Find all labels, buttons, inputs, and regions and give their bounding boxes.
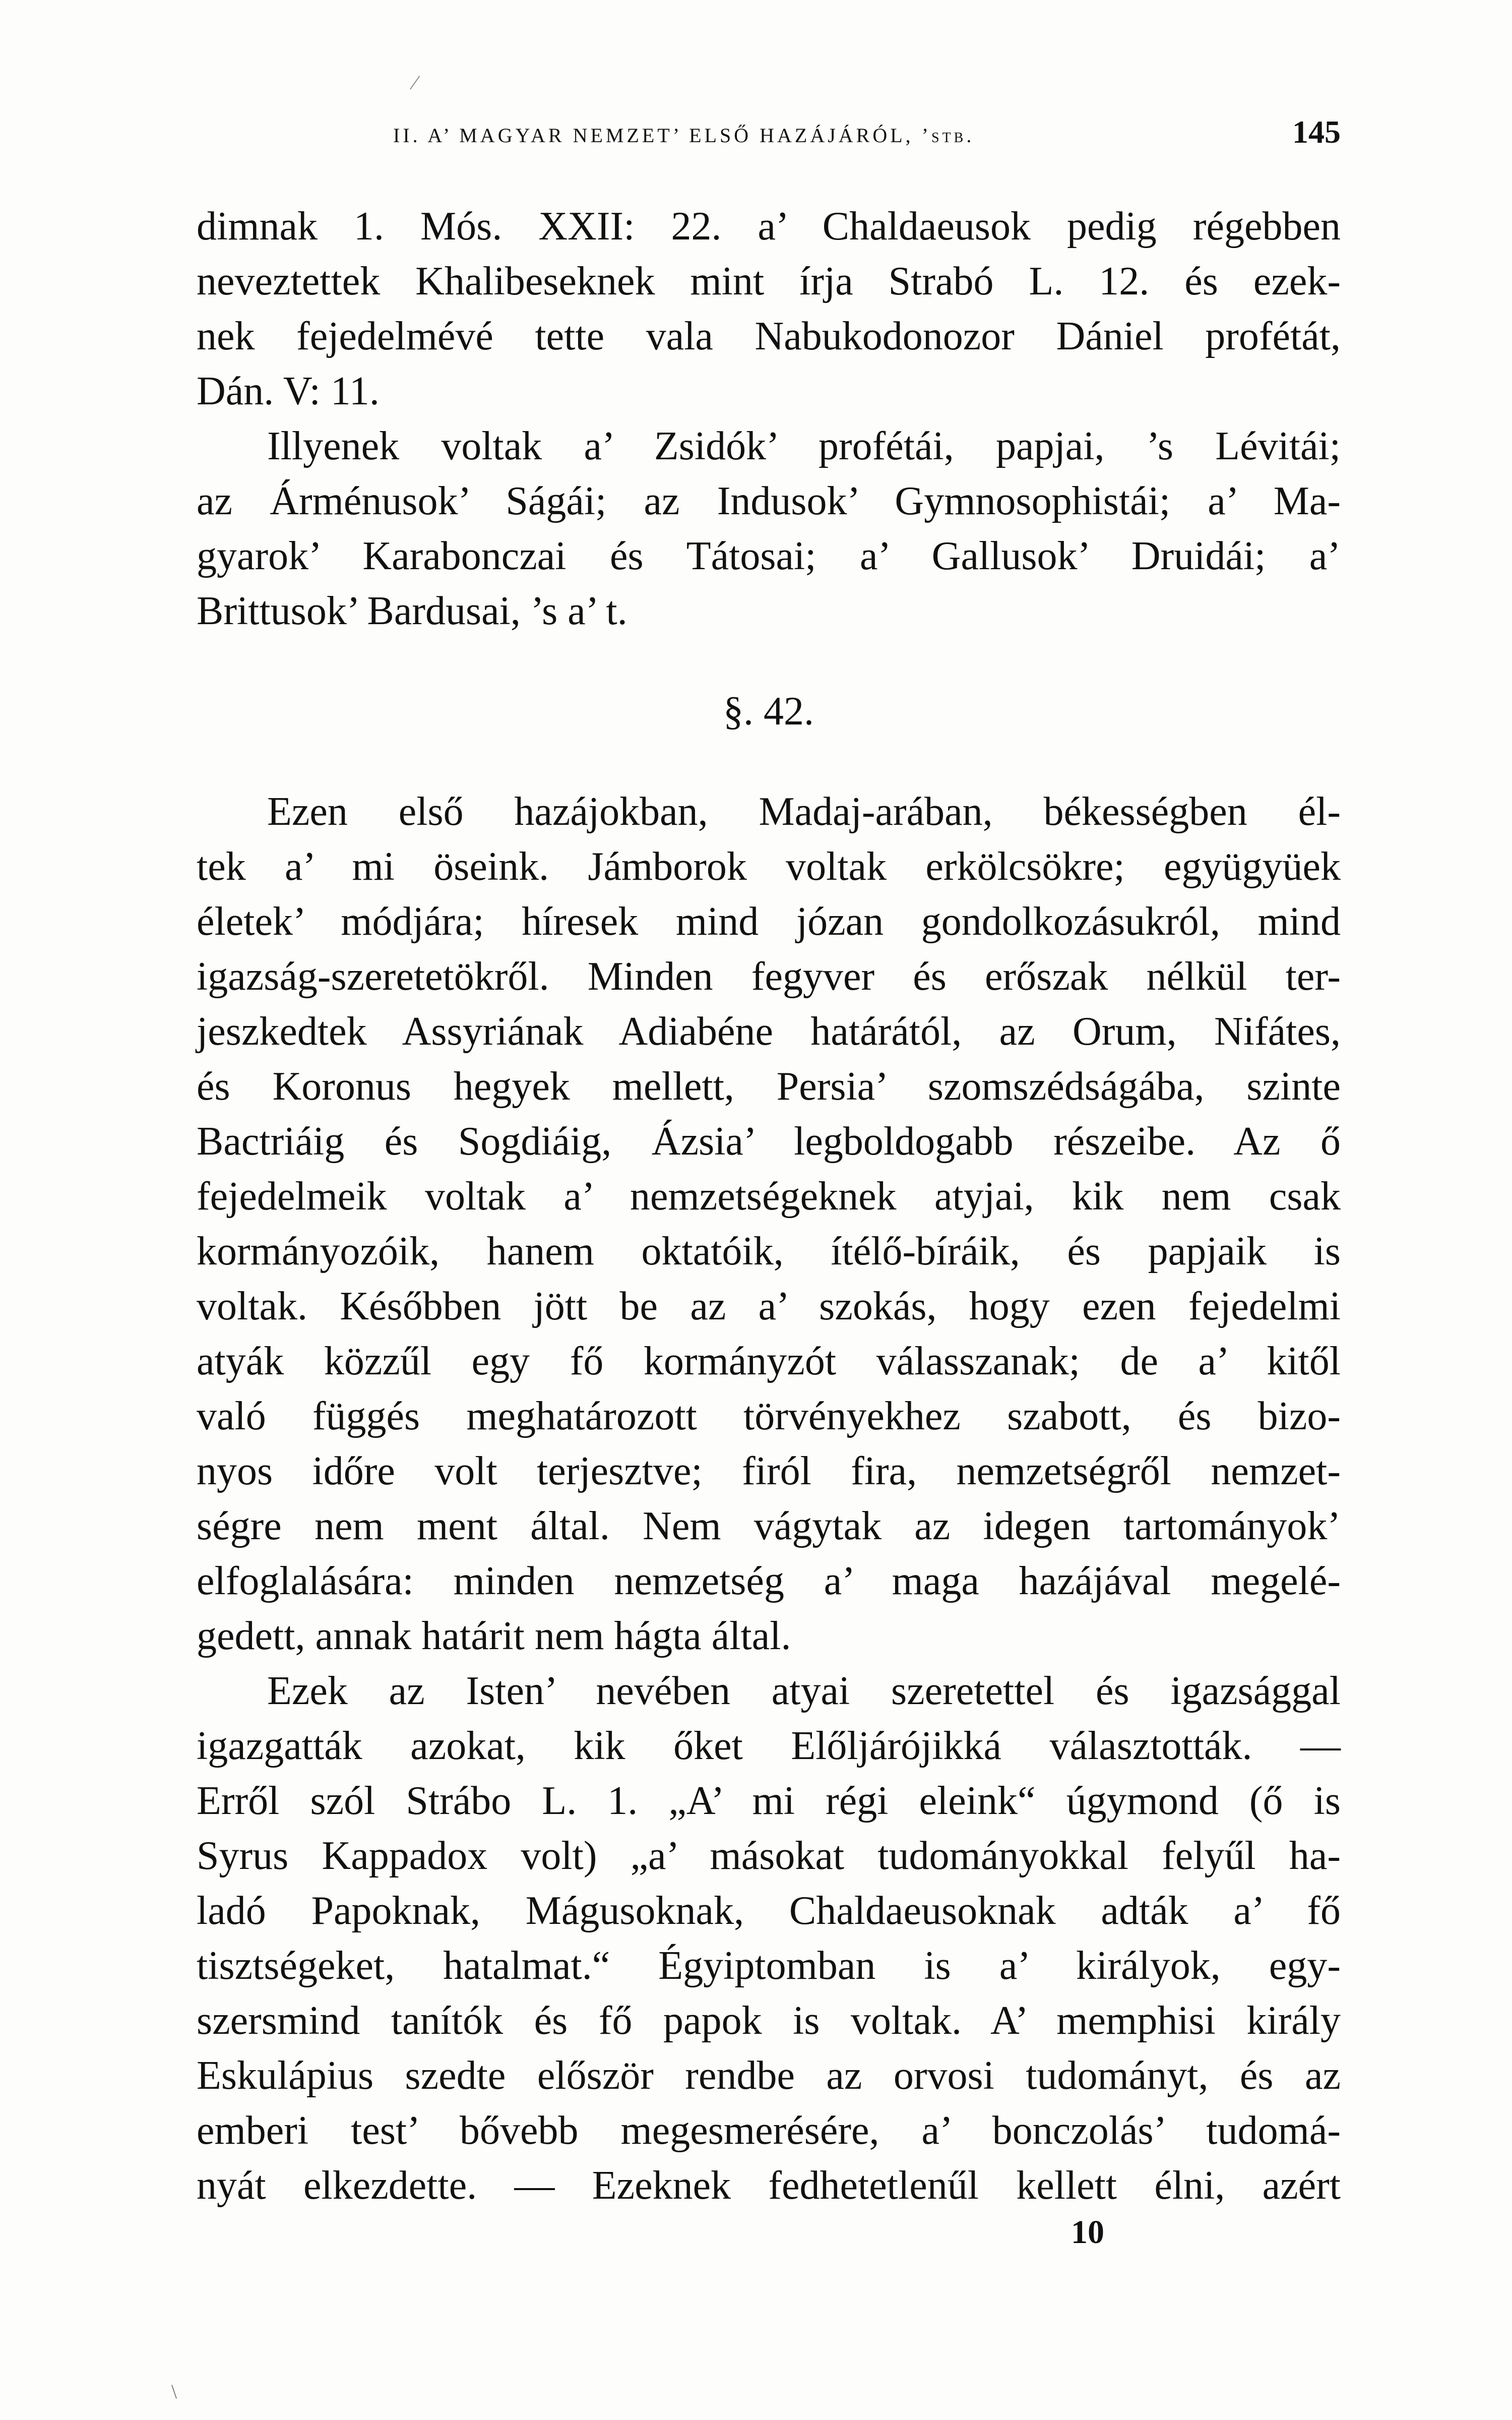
text-line: életek’ módjára; híresek mind józan gondolkozásukról, mind — [197, 899, 1341, 944]
signature-mark: 10 — [1071, 2214, 1104, 2251]
page-number: 145 — [1292, 114, 1341, 150]
text-line: való függés meghatározott törvényekhez szabott, és bizo- — [197, 1394, 1341, 1438]
body-text — [197, 199, 1341, 2213]
text-line: ladó Papoknak, Mágusoknak, Chaldaeusoknak adták a’ fő — [197, 1889, 1341, 1933]
text-line: szersmind tanítók és fő papok is voltak. A’ memphisi király — [197, 1999, 1341, 2043]
text-line: kormányozóik, hanem oktatóik, ítélő-bíráik, és papjaik is — [197, 1229, 1341, 1274]
text-line: az Árménusok’ Ságái; az Indusok’ Gymnosophistái; a’ Ma- — [197, 479, 1341, 523]
blank-line — [197, 739, 1341, 784]
text-line: elfoglalására: minden nemzetség a’ maga hazájával megelé- — [197, 1559, 1341, 1603]
text-line: tisztségeket, hatalmat.“ Égyiptomban is a’ királyok, egy- — [197, 1944, 1341, 1988]
text-line: Eskulápius szedte először rendbe az orvosi tudományt, és az — [197, 2053, 1341, 2098]
text-line: Illyenek voltak a’ Zsidók’ profétái, papjai, ’s Lévitái; — [267, 424, 1341, 468]
text-line: Ezek az Isten’ nevében atyai szeretettel és igazsággal — [267, 1669, 1341, 1713]
text-line: Bactriáig és Sogdiáig, Ázsia’ legboldogabb részeibe. Az ő — [197, 1119, 1341, 1164]
text-line: neveztettek Khalibeseknek mint írja Strabó L. 12. és ezek- — [197, 259, 1341, 304]
text-line: Erről szól Strábo L. 1. „A’ mi régi eleink“ úgymond (ő is — [197, 1779, 1341, 1823]
text-line: dimnak 1. Mós. XXII: 22. a’ Chaldaeusok pedig régebben — [197, 204, 1341, 249]
page-header — [393, 113, 1341, 169]
text-line: Ezen első hazájokban, Madaj-arában, békességben él- — [267, 790, 1341, 834]
text-line: nyát elkezdette. — Ezeknek fedhetetlenűl kellett élni, azért — [197, 2163, 1341, 2208]
text-line: voltak. Későbben jött be az a’ szokás, hogy ezen fejedelmi — [197, 1284, 1341, 1328]
text-line: tek a’ mi öseink. Jámborok voltak erkölcsökre; együgyüek — [197, 844, 1341, 889]
stray-pen-mark: ⁄ — [413, 71, 417, 94]
text-line: atyák közzűl egy fő kormányzót válasszanak; de a’ kitől — [197, 1339, 1341, 1383]
text-line: Brittusok’ Bardusai, ’s a’ t. — [197, 589, 627, 633]
running-head: II. A’ MAGYAR NEMZET’ ELSŐ HAZÁJÁRÓL, ’stb. — [393, 124, 975, 147]
text-line: jeszkedtek Assyriának Adiabéne határától, az Orum, Nifátes, — [197, 1009, 1341, 1054]
section-heading: §. 42. — [723, 689, 814, 734]
text-line: és Koronus hegyek mellett, Persia’ szomszédságába, szinte — [197, 1064, 1341, 1109]
text-line: fejedelmeik voltak a’ nemzetségeknek atyjai, kik nem csak — [197, 1174, 1341, 1219]
text-line: igazság-szeretetökről. Minden fegyver és erőszak nélkül ter- — [197, 954, 1341, 999]
text-line: Syrus Kappadox volt) „a’ másokat tudományokkal felyűl ha- — [197, 1834, 1341, 1878]
text-line: Dán. V: 11. — [197, 369, 380, 413]
text-line: nyos időre volt terjesztve; firól fira, nemzetségről nemzet- — [197, 1449, 1341, 1493]
text-line: ségre nem ment által. Nem vágytak az idegen tartományok’ — [197, 1504, 1341, 1548]
text-line: nek fejedelmévé tette vala Nabukodonozor Dániel profétát, — [197, 314, 1341, 358]
stray-pen-mark: \ — [171, 2380, 177, 2403]
text-line: igazgatták azokat, kik őket Előljárójikká választották. — — [197, 1724, 1341, 1768]
blank-line — [197, 639, 1341, 684]
text-line: gyarok’ Karabonczai és Tátosai; a’ Gallusok’ Druidái; a’ — [197, 534, 1341, 578]
text-line: emberi test’ bővebb megesmerésére, a’ bonczolás’ tudomá- — [197, 2108, 1341, 2153]
text-line: gedett, annak határit nem hágta által. — [197, 1614, 791, 1658]
